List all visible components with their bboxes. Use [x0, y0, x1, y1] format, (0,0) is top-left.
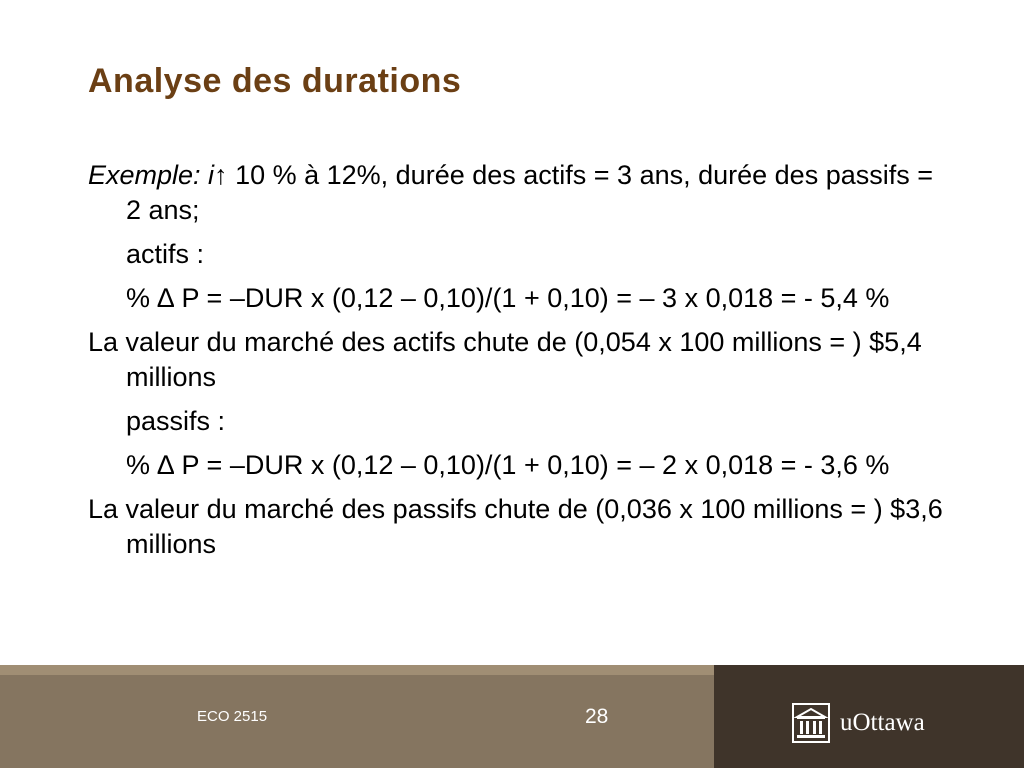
university-building-icon — [792, 703, 830, 743]
liabilities-conclusion: La valeur du marché des passifs chute de (0,036 x 100 millions = ) $3,6 millions — [88, 494, 943, 559]
assets-formula: % ∆ P = –DUR x (0,12 – 0,10)/(1 + 0,10) = – 3 x 0,018 = - 5,4 % — [126, 283, 890, 313]
assets-conclusion: La valeur du marché des actifs chute de (0,054 x 100 millions = ) $5,4 millions — [88, 327, 922, 392]
example-paragraph — [88, 158, 948, 228]
example-text: 10 % à 12%, durée des actifs = 3 ans, durée des passifs = 2 ans; — [126, 160, 933, 225]
liabilities-label: passifs : — [126, 406, 226, 436]
page-number: 28 — [585, 705, 609, 728]
liabilities-formula: % ∆ P = –DUR x (0,12 – 0,10)/(1 + 0,10) = – 2 x 0,018 = - 3,6 % — [126, 450, 890, 480]
logo-text: uOttawa — [840, 709, 925, 736]
example-label: Exemple: i — [88, 160, 215, 190]
university-logo — [792, 703, 925, 743]
slide-body — [88, 158, 948, 571]
assets-label: actifs : — [126, 239, 205, 269]
slide-title: Analyse des durations — [88, 62, 462, 100]
footer-accent-bar — [0, 665, 714, 675]
up-arrow-icon: ↑ — [214, 160, 228, 190]
course-code: ECO 2515 — [197, 708, 268, 725]
